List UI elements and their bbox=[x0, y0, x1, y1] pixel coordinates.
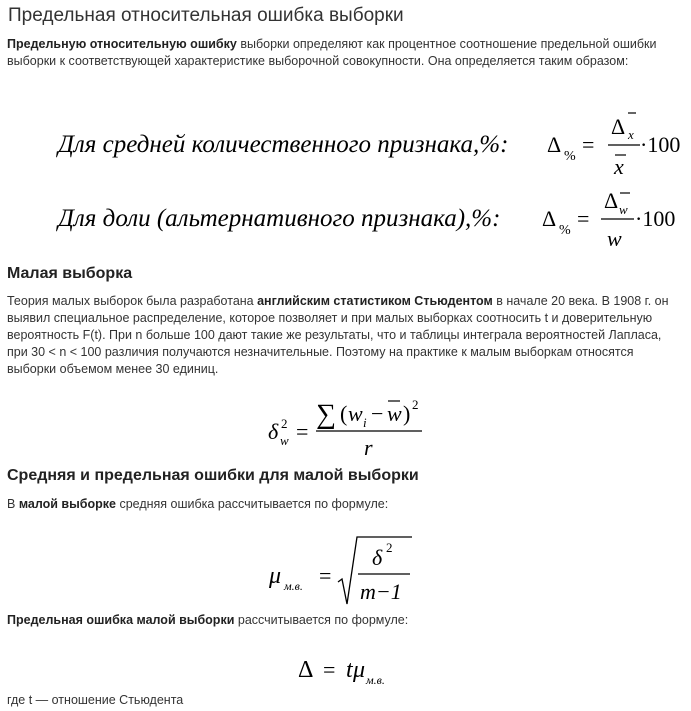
small-sample-bold: английским статистиком Стьюдентом bbox=[257, 294, 493, 308]
formula2-num: Δ bbox=[604, 188, 619, 213]
formula-mean-error-small-sample bbox=[255, 530, 435, 610]
formula3-eq: = bbox=[296, 419, 309, 444]
formula5-lhs: Δ bbox=[298, 657, 314, 683]
formula1-den: x bbox=[614, 154, 624, 179]
formula3-num-sup: 2 bbox=[412, 397, 419, 412]
formula2-num-sub: w bbox=[619, 202, 628, 217]
formula-relative-error-mean bbox=[0, 110, 691, 182]
mean-error-paragraph bbox=[7, 496, 679, 513]
mean-error-pre: В bbox=[7, 497, 19, 511]
formula3-sum: ∑ bbox=[316, 399, 336, 430]
small-sample-text-2: в начале 20 века. В 1908 г. он выявил специальное распределение, которое позволяет и при малых выборках соотносить t и доверительную вероятность F(t). При n больше 100 дают такие же результаты, что и таблицы интеграла вероятностей Лапласа, при 30 < n < 100 различия получаются незначительные. Поэтому на практике к малым выборкам относятся выборки объемом менее 30 единиц. bbox=[7, 294, 669, 376]
mean-error-bold: малой выборке bbox=[18, 497, 116, 511]
formula3-den: r bbox=[364, 435, 373, 460]
formula2-lhs: Δ bbox=[542, 206, 557, 231]
limit-error-bold: Предельная ошибка малой выборки bbox=[7, 613, 235, 627]
formula3-close: ) bbox=[403, 401, 411, 426]
formula1-lhs-sub: % bbox=[564, 149, 576, 164]
formula3-w: w bbox=[348, 401, 363, 426]
small-sample-paragraph bbox=[7, 293, 679, 378]
formula3-lhs: δ bbox=[268, 419, 279, 444]
formula2-label: Для доли (альтернативного признака),%: bbox=[58, 205, 501, 232]
formula2-eq: = bbox=[577, 206, 590, 231]
formula4-den: m−1 bbox=[360, 579, 402, 604]
limit-error-rest: рассчитывается по формуле: bbox=[234, 613, 409, 627]
formula3-wbar: w bbox=[387, 401, 402, 426]
formula3-open: ( bbox=[340, 401, 348, 426]
formula1-num-sub: x bbox=[628, 127, 634, 142]
formula4-lhs: μ bbox=[269, 563, 282, 589]
formula2-den: w bbox=[607, 226, 622, 251]
intro-text: выборки определяют как процентное соотношение предельной ошибки выборки к соответствующей характеристике выборочной совокупности. Она определяется таким образом: bbox=[7, 37, 657, 68]
intro-bold: Предельную относительную ошибку bbox=[7, 37, 237, 51]
formula1-num: Δ bbox=[611, 114, 626, 139]
formula2-lhs-sub: % bbox=[559, 223, 571, 238]
formula1-eq: = bbox=[582, 132, 595, 157]
formula1-mult: ·100 bbox=[640, 132, 681, 157]
heading-errors-small-sample: Средняя и предельная ошибки для малой выборки bbox=[7, 467, 419, 484]
formula-variance-small-sample bbox=[250, 393, 450, 463]
formula2-mult: ·100 bbox=[635, 206, 676, 231]
formula4-num: δ bbox=[372, 545, 383, 570]
small-sample-text-1: Теория малых выборок была разработана bbox=[7, 294, 258, 308]
formula3-lhs-sub: w bbox=[280, 433, 289, 448]
formula1-lhs: Δ bbox=[547, 132, 562, 157]
formula4-lhs-sub: м.в. bbox=[284, 579, 303, 593]
heading-small-sample: Малая выборка bbox=[7, 265, 133, 282]
page-title: Предельная относительная ошибка выборки bbox=[8, 5, 404, 26]
formula4-eq: = bbox=[319, 563, 332, 588]
formula3-minus: − bbox=[371, 401, 384, 426]
limit-error-paragraph bbox=[7, 612, 679, 629]
formula4-num-sup: 2 bbox=[386, 540, 393, 555]
formula-limit-error-small-sample bbox=[290, 648, 410, 690]
formula5-eq: = bbox=[323, 657, 336, 682]
mean-error-rest: средняя ошибка рассчитывается по формуле: bbox=[115, 497, 389, 511]
student-ratio-note: где t — отношение Стьюдента bbox=[7, 693, 184, 707]
formula5-mu-sub: м.в. bbox=[366, 673, 385, 687]
formula-relative-error-share bbox=[0, 184, 691, 254]
formula5-mu: μ bbox=[353, 657, 366, 683]
formula3-lhs-sup: 2 bbox=[281, 416, 288, 431]
formula3-w-sub: i bbox=[363, 415, 367, 430]
formula5-t: t bbox=[346, 657, 353, 683]
formula1-label: Для средней количественного признака,%: bbox=[58, 131, 509, 158]
intro-paragraph bbox=[7, 36, 679, 70]
